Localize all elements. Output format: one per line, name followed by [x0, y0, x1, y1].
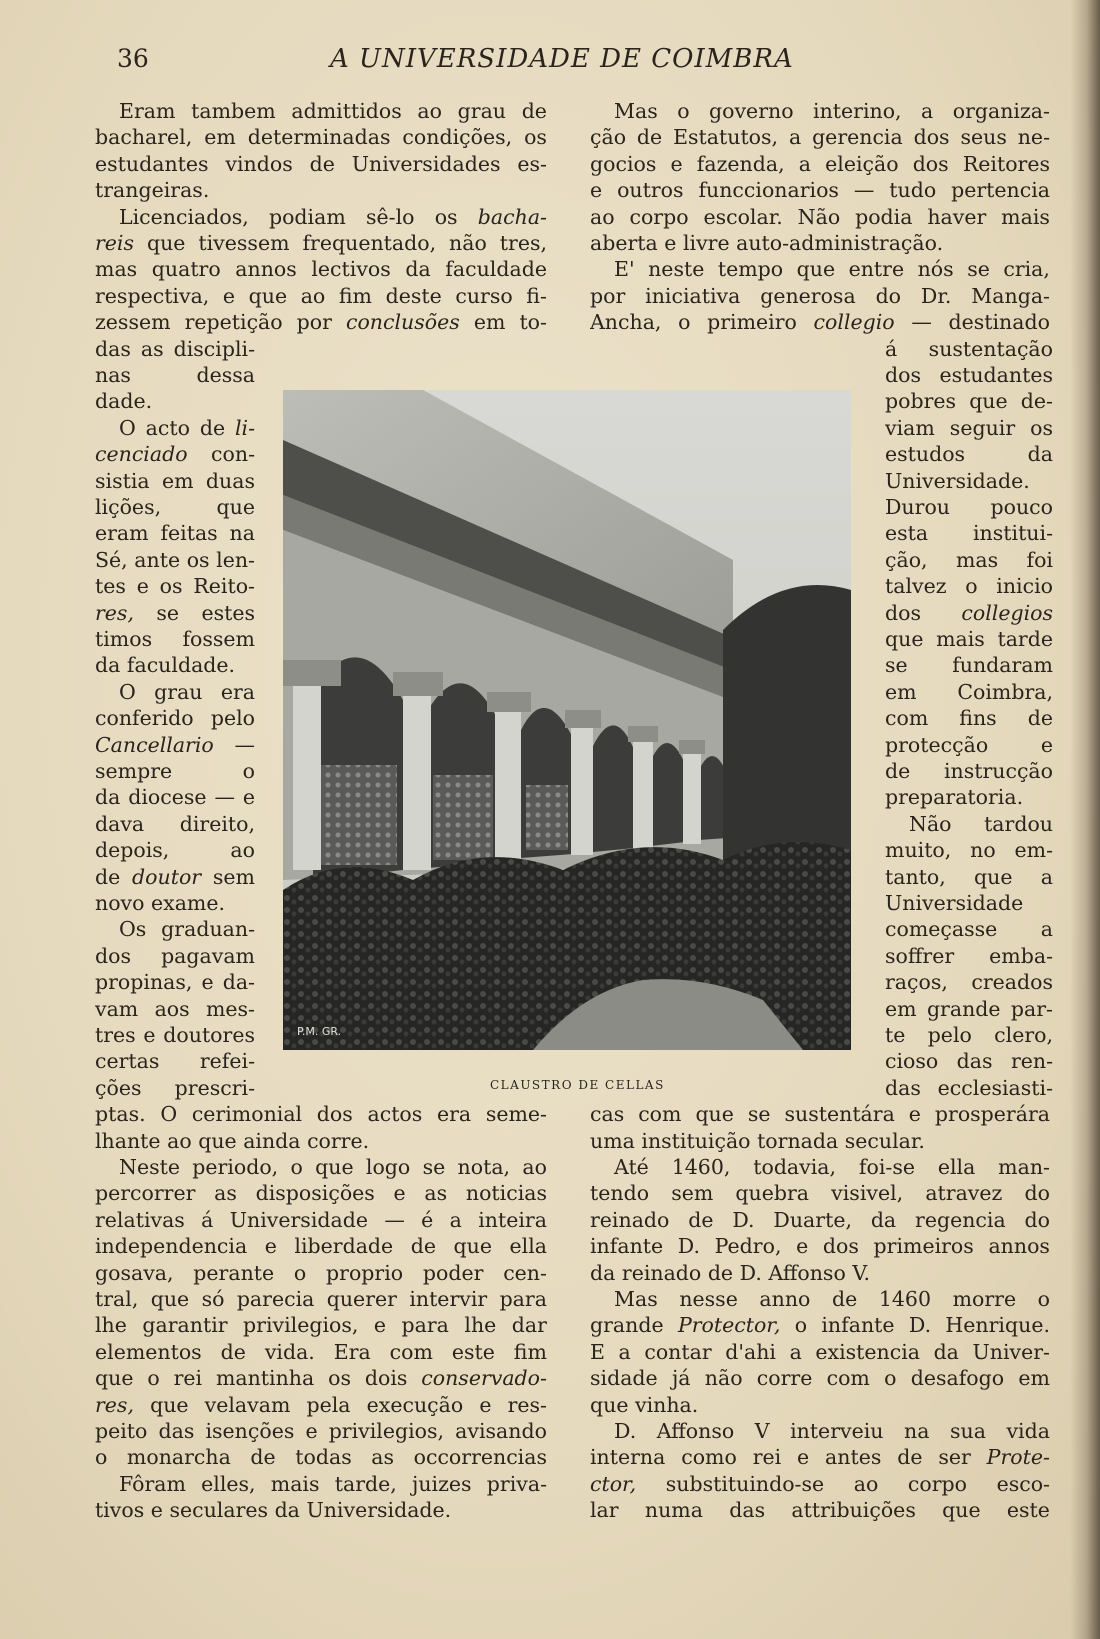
text-line: lhe garantir privilegios, e para lhe dar [95, 1313, 547, 1338]
text-line: cas com que se sustentára e prosperára [590, 1102, 1050, 1127]
text-line: trangeiras. [95, 178, 210, 203]
text-line: estudos da [885, 442, 1053, 467]
text-line: cenciado con- [95, 442, 255, 467]
text-line: soffrer emba- [885, 943, 1053, 968]
text-line: pobres que de- [885, 389, 1053, 414]
text-line: com fins de [885, 706, 1053, 731]
text-line: E' neste tempo que entre nós se cria, [614, 257, 1050, 282]
text-line: Universidade. [885, 468, 1030, 493]
text-line: Não tardou [909, 811, 1053, 836]
text-line: Universidade [885, 891, 1024, 915]
text-line: Os graduan- [119, 917, 255, 942]
text-line: grande Protector, o infante D. Henrique. [590, 1313, 1050, 1338]
text-line: em Coimbra, [885, 679, 1053, 704]
text-line: bacharel, em determinadas condições, os [95, 125, 547, 150]
text-line: infante D. Pedro, e dos primeiros annos [590, 1234, 1050, 1259]
text-line: E a contar d'ahi a existencia da Univer- [590, 1339, 1050, 1364]
text-line: tivos e seculares da Universidade. [95, 1498, 452, 1523]
text-line: certas refei- [95, 1049, 255, 1074]
text-line: zessem repetição por conclusões em to- [95, 310, 547, 335]
text-line: Até 1460, todavia, foi-se ella man- [614, 1155, 1050, 1179]
text-line: se fundaram [885, 653, 1053, 678]
text-line: sempre o [95, 759, 255, 783]
text-line: que mais tarde [885, 627, 1053, 651]
text-line: independencia e liberdade de que ella [95, 1234, 547, 1259]
text-line: tendo sem quebra visivel, atravez do [590, 1181, 1050, 1206]
text-line: dos pagavam [95, 943, 255, 968]
text-line: ctor, substituindo-se ao corpo esco- [590, 1471, 1050, 1496]
text-line: eram feitas na [95, 521, 255, 546]
text-line: estudantes vindos de Universidades es- [95, 151, 547, 176]
text-line: te pelo clero, [885, 1023, 1053, 1047]
text-line: á sustentação [885, 336, 1053, 361]
text-line: o monarcha de todas as occorrencias [95, 1445, 547, 1470]
text-line: O grau era [119, 679, 255, 704]
text-line: elementos de vida. Era com este fim [95, 1339, 547, 1364]
text-line: Licenciados, podiam sê-lo os bacha- [119, 204, 547, 229]
text-line: reis que tivessem frequentado, não tres, [95, 231, 547, 255]
text-line: respectiva, e que ao fim deste curso fi- [95, 283, 547, 308]
text-line: de instrucção [885, 759, 1053, 783]
text-line: ção de Estatutos, a gerencia dos seus ne- [590, 125, 1050, 150]
text-line: gosava, perante o proprio poder cen- [95, 1260, 547, 1285]
text-line: res, que velavam pela execução e res- [95, 1392, 547, 1417]
text-line: nas dessa [95, 363, 255, 387]
text-line: sistia em duas [95, 468, 255, 493]
figure-caption: CLAUSTRO DE CELLAS [490, 1078, 665, 1092]
text-line: da faculdade. [95, 653, 236, 678]
text-line: Cancellario — [95, 732, 255, 757]
text-line: peito das isenções e privilegios, avisando [95, 1419, 547, 1443]
text-line: lhante ao que ainda corre. [95, 1128, 370, 1153]
text-line: uma instituição tornada secular. [590, 1128, 925, 1153]
text-line: viam seguir os [885, 415, 1053, 440]
text-line: Fôram elles, mais tarde, juizes priva- [119, 1471, 547, 1496]
text-line: ção, mas foi [885, 547, 1053, 572]
text-line: dos estudantes [885, 363, 1053, 387]
text-line: propinas, e da- [95, 970, 255, 995]
cloister-photograph [283, 390, 851, 1050]
text-line: raços, creados [885, 970, 1053, 995]
text-line: lições, que [95, 495, 255, 519]
text-line: depois, ao [95, 838, 255, 863]
text-line: que vinha. [590, 1392, 699, 1417]
text-line: O acto de li- [119, 415, 255, 440]
text-line: vam aos mes- [95, 996, 255, 1021]
text-line: tres e doutores [95, 1023, 255, 1047]
text-line: de doutor sem [95, 864, 255, 889]
text-line: Mas nesse anno de 1460 morre o [614, 1287, 1050, 1311]
text-line: cioso das ren- [885, 1049, 1053, 1074]
text-line: ao corpo escolar. Não podia haver mais [590, 204, 1050, 229]
text-line: tral, que só parecia querer intervir para [95, 1287, 547, 1311]
text-line: protecção e [885, 732, 1053, 757]
text-line: da diocese — e [95, 785, 255, 810]
text-line: Sé, ante os len- [95, 547, 255, 572]
text-line: muito, no em- [885, 838, 1053, 863]
text-line: gocios e fazenda, a eleição dos Reitores [590, 151, 1050, 176]
text-line: das ecclesiasti- [885, 1075, 1053, 1100]
text-line: tes e os Reito- [95, 574, 255, 599]
text-line: interna como rei e antes de ser Prote- [590, 1445, 1050, 1470]
text-line: começasse a [885, 917, 1053, 942]
text-line: ptas. O cerimonial dos actos era seme- [95, 1102, 547, 1127]
text-line: em grande par- [885, 996, 1053, 1021]
text-line: aberta e livre auto-administração. [590, 231, 944, 255]
running-header [0, 40, 1100, 80]
running-title: A UNIVERSIDADE DE COIMBRA [330, 44, 794, 74]
text-line: res, se estes [95, 600, 255, 625]
text-line: reinado de D. Duarte, da regencia do [590, 1207, 1050, 1232]
text-line: percorrer as disposições e as noticias [95, 1181, 547, 1206]
text-line: e outros funccionarios — tudo pertencia [590, 178, 1050, 203]
text-line: relativas á Universidade — é a inteira [95, 1207, 547, 1232]
text-line: Durou pouco [885, 495, 1053, 519]
text-line: lar numa das attribuições que este [590, 1498, 1050, 1523]
text-line: da reinado de D. Affonso V. [590, 1260, 871, 1285]
photo-signature: P.M. GR. [297, 1025, 342, 1038]
text-line: tanto, que a [885, 864, 1053, 889]
text-line: por iniciativa generosa do Dr. Manga- [590, 283, 1050, 308]
text-line: preparatoria. [885, 785, 1024, 810]
text-line: Eram tambem admittidos ao grau de [119, 99, 547, 123]
text-line: esta institui- [885, 521, 1053, 546]
text-line: Ancha, o primeiro collegio — destinado [590, 310, 1050, 335]
text-line: ções prescri- [95, 1075, 255, 1100]
text-line: sidade já não corre com o desafogo em [590, 1366, 1050, 1391]
text-line: das as discipli- [95, 336, 255, 361]
text-line: dava direito, [95, 811, 255, 836]
text-line: novo exame. [95, 891, 226, 915]
text-line: D. Affonso V interveiu na sua vida [614, 1419, 1050, 1443]
text-line: que o rei mantinha os dois conservado- [95, 1366, 547, 1391]
text-line: conferido pelo [95, 706, 255, 731]
text-line: Neste periodo, o que logo se nota, ao [119, 1155, 547, 1179]
text-line: dade. [95, 389, 153, 414]
text-line: dos collegios [885, 600, 1053, 625]
text-line: timos fossem [95, 627, 255, 651]
text-line: mas quatro annos lectivos da faculdade [95, 257, 547, 282]
text-line: talvez o inicio [885, 574, 1053, 599]
text-line: Mas o governo interino, a organiza- [614, 99, 1050, 123]
page-number: 36 [117, 44, 149, 73]
